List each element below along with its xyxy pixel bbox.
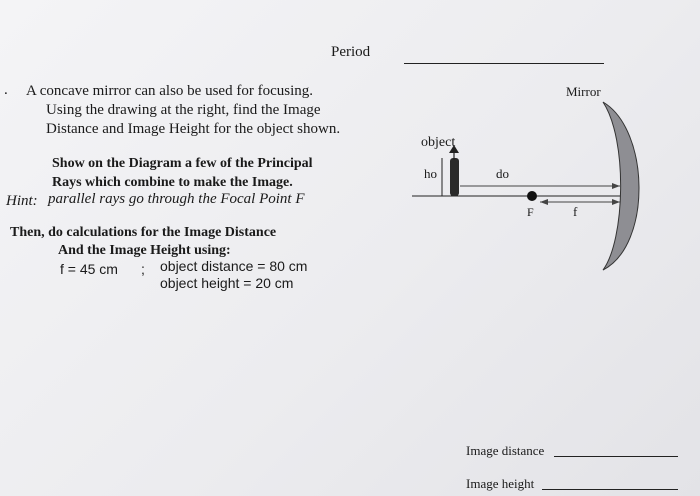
focal-point-dot bbox=[527, 191, 537, 201]
given-object-distance: object distance = 80 cm bbox=[160, 258, 308, 274]
image-distance-label: Image distance bbox=[466, 443, 545, 458]
period-label: Period bbox=[331, 44, 371, 60]
hint-label: Hint: bbox=[6, 193, 38, 209]
intro-line-3: Distance and Image Height for the object shown. bbox=[46, 121, 341, 137]
given-separator: ; bbox=[141, 261, 145, 277]
image-distance-answer-line[interactable] bbox=[554, 456, 678, 457]
image-height-label: Image height bbox=[466, 476, 535, 491]
show-line-2: Rays which combine to make the Image. bbox=[52, 175, 293, 190]
do-arrowhead bbox=[612, 183, 620, 189]
intro-line-1: A concave mirror can also be used for focusing. bbox=[26, 83, 313, 99]
mirror-label: Mirror bbox=[566, 84, 601, 99]
focal-point-label: F bbox=[527, 205, 534, 219]
hint-text: parallel rays go through the Focal Point F bbox=[48, 191, 305, 207]
then-line-2: And the Image Height using: bbox=[58, 243, 231, 258]
f-arrow-right bbox=[612, 199, 620, 205]
then-line-1: Then, do calculations for the Image Distance bbox=[10, 225, 277, 240]
f-arrow-left bbox=[540, 199, 548, 205]
show-line-1: Show on the Diagram a few of the Principal bbox=[52, 156, 313, 171]
focal-length-label: f bbox=[573, 204, 578, 219]
given-focal-length: f = 45 cm bbox=[60, 261, 118, 277]
problem-bullet: . bbox=[4, 82, 8, 98]
object-label: object bbox=[421, 135, 456, 150]
intro-line-2: Using the drawing at the right, find the Image bbox=[46, 102, 321, 118]
ho-label: ho bbox=[424, 166, 437, 181]
do-label: do bbox=[496, 166, 509, 181]
image-height-answer-line[interactable] bbox=[542, 489, 678, 490]
object-body bbox=[450, 158, 459, 196]
given-object-height: object height = 20 cm bbox=[160, 275, 294, 291]
